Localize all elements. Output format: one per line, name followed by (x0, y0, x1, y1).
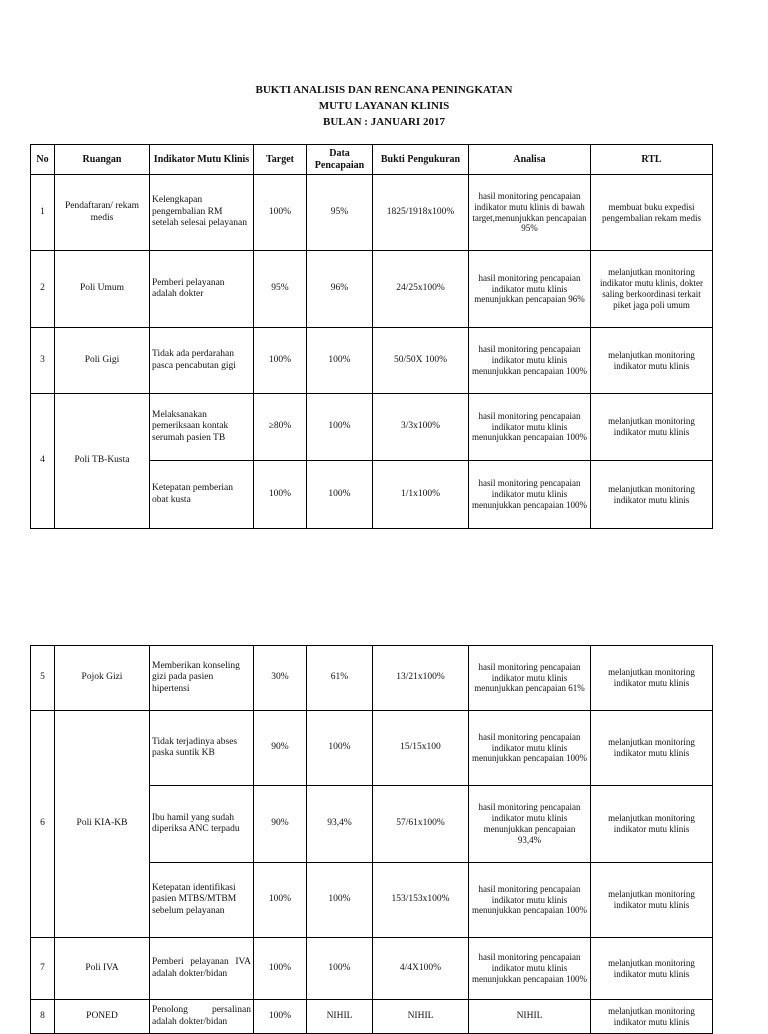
cell-analisa: hasil monitoring pencapaian indikator mutu klinis menunjukkan pencapaian 100% (469, 863, 591, 938)
doc-title-line-3: BULAN : JANUARI 2017 (323, 116, 445, 128)
cell-no: 5 (31, 646, 55, 711)
cell-rtl: melanjutkan monitoring indikator mutu klinis (591, 394, 713, 461)
cell-rtl: melanjutkan monitoring indikator mutu klinis (591, 711, 713, 786)
table-page-2 (30, 645, 713, 1034)
col-header-analisa: Analisa (469, 145, 591, 175)
cell-indikator: Ketepatan pemberian obat kusta (150, 461, 254, 529)
cell-no: 3 (31, 328, 55, 394)
cell-data: 61% (307, 646, 373, 711)
cell-bukti: 1825/1918x100% (373, 175, 469, 251)
cell-data: 100% (307, 328, 373, 394)
cell-target: ≥80% (254, 394, 307, 461)
cell-indikator: Ketepatan identifikasi pasien MTBS/MTBM sebelum pelayanan (150, 863, 254, 938)
col-header-rtl: RTL (591, 145, 713, 175)
cell-rtl: membuat buku expedisi pengembalian rekam medis (591, 175, 713, 251)
cell-no: 6 (31, 711, 55, 938)
col-header-indikator: Indikator Mutu Klinis (150, 145, 254, 175)
col-header-bukti: Bukti Pengukuran (373, 145, 469, 175)
cell-indikator: Ibu hamil yang sudah diperiksa ANC terpadu (150, 786, 254, 863)
cell-ruangan: Poli Umum (55, 251, 150, 328)
cell-rtl: melanjutkan monitoring indikator mutu klinis (591, 863, 713, 938)
cell-data: 100% (307, 461, 373, 529)
cell-bukti: 24/25x100% (373, 251, 469, 328)
cell-indikator: Tidak terjadinya abses paska suntik KB (150, 711, 254, 786)
cell-analisa: hasil monitoring pencapaian indikator mutu klinis di bawah target,menunjukkan pencapaian 95% (469, 175, 591, 251)
cell-analisa: hasil monitoring pencapaian indikator mutu klinis menunjukkan pencapaian 100% (469, 938, 591, 1000)
cell-data: 100% (307, 863, 373, 938)
cell-no: 2 (31, 251, 55, 328)
cell-data: 96% (307, 251, 373, 328)
doc-title-line-2: MUTU LAYANAN KLINIS (318, 100, 450, 112)
cell-target: 100% (254, 1000, 307, 1034)
cell-bukti: 1/1x100% (373, 461, 469, 529)
cell-indikator: Pemberi pelayanan IVA adalah dokter/bidan (150, 938, 254, 1000)
cell-target: 95% (254, 251, 307, 328)
cell-ruangan: Poli KIA-KB (55, 711, 150, 938)
col-header-no: No (31, 145, 55, 175)
cell-rtl: melanjutkan monitoring indikator mutu klinis (591, 1000, 713, 1034)
cell-ruangan: Pojok Gizi (55, 646, 150, 711)
cell-data: 100% (307, 938, 373, 1000)
table-row (31, 1000, 713, 1034)
cell-target: 30% (254, 646, 307, 711)
cell-analisa: hasil monitoring pencapaian indikator mutu klinis menunjukkan pencapaian 100% (469, 328, 591, 394)
table-row (31, 646, 713, 711)
cell-no: 1 (31, 175, 55, 251)
col-header-ruangan: Ruangan (55, 145, 150, 175)
cell-bukti: 13/21x100% (373, 646, 469, 711)
cell-ruangan: Pendaftaran/ rekam medis (55, 175, 150, 251)
cell-ruangan: Poli IVA (55, 938, 150, 1000)
cell-ruangan: Poli TB-Kusta (55, 394, 150, 529)
table-row (31, 328, 713, 394)
cell-bukti: 50/50X 100% (373, 328, 469, 394)
col-header-target: Target (254, 145, 307, 175)
cell-no: 7 (31, 938, 55, 1000)
cell-target: 100% (254, 863, 307, 938)
cell-indikator: Pemberi pelayanan adalah dokter (150, 251, 254, 328)
cell-target: 90% (254, 786, 307, 863)
cell-rtl: melanjutkan monitoring indikator mutu klinis (591, 646, 713, 711)
cell-bukti: 3/3x100% (373, 394, 469, 461)
cell-analisa: hasil monitoring pencapaian indikator mutu klinis menunjukkan pencapaian 61% (469, 646, 591, 711)
cell-bukti: 4/4X100% (373, 938, 469, 1000)
table-header-row (31, 145, 713, 175)
cell-indikator: Memberikan konseling gizi pada pasien hipertensi (150, 646, 254, 711)
cell-no: 8 (31, 1000, 55, 1034)
cell-rtl: melanjutkan monitoring indikator mutu klinis, dokter saling berkoordinasi terkait piket jaga poli umum (591, 251, 713, 328)
cell-rtl: melanjutkan monitoring indikator mutu klinis (591, 938, 713, 1000)
cell-target: 100% (254, 175, 307, 251)
cell-data: NIHIL (307, 1000, 373, 1034)
cell-bukti: 15/15x100 (373, 711, 469, 786)
cell-rtl: melanjutkan monitoring indikator mutu klinis (591, 328, 713, 394)
cell-indikator: Penolong persalinan adalah dokter/bidan (150, 1000, 254, 1034)
cell-target: 90% (254, 711, 307, 786)
cell-no: 4 (31, 394, 55, 529)
cell-target: 100% (254, 461, 307, 529)
cell-analisa: hasil monitoring pencapaian indikator mutu klinis menunjukkan pencapaian 96% (469, 251, 591, 328)
cell-analisa: hasil monitoring pencapaian indikator mutu klinis menunjukkan pencapaian 93,4% (469, 786, 591, 863)
table-row (31, 175, 713, 251)
table-row (31, 394, 713, 461)
doc-title-line-1: BUKTI ANALISIS DAN RENCANA PENINGKATAN (255, 84, 513, 96)
cell-ruangan: Poli Gigi (55, 328, 150, 394)
cell-data: 100% (307, 394, 373, 461)
table-row (31, 711, 713, 786)
cell-target: 100% (254, 938, 307, 1000)
cell-data: 100% (307, 711, 373, 786)
cell-rtl: melanjutkan monitoring indikator mutu klinis (591, 461, 713, 529)
cell-analisa: hasil monitoring pencapaian indikator mutu klinis menunjukkan pencapaian 100% (469, 461, 591, 529)
cell-analisa: hasil monitoring pencapaian indikator mutu klinis menunjukkan pencapaian 100% (469, 394, 591, 461)
cell-analisa: hasil monitoring pencapaian indikator mutu klinis menunjukkan pencapaian 100% (469, 711, 591, 786)
col-header-data: Data Pencapaian (307, 145, 373, 175)
cell-ruangan: PONED (55, 1000, 150, 1034)
cell-bukti: 153/153x100% (373, 863, 469, 938)
cell-indikator: Melaksanakan pemeriksaan kontak serumah pasien TB (150, 394, 254, 461)
cell-data: 95% (307, 175, 373, 251)
table-row (31, 251, 713, 328)
cell-analisa: NIHIL (469, 1000, 591, 1034)
cell-indikator: Kelengkapan pengembalian RM setelah selesai pelayanan (150, 175, 254, 251)
cell-target: 100% (254, 328, 307, 394)
cell-bukti: 57/61x100% (373, 786, 469, 863)
cell-rtl: melanjutkan monitoring indikator mutu klinis (591, 786, 713, 863)
cell-indikator: Tidak ada perdarahan pasca pencabutan gigi (150, 328, 254, 394)
cell-data: 93,4% (307, 786, 373, 863)
table-page-1 (30, 144, 713, 529)
table-row (31, 938, 713, 1000)
cell-bukti: NIHIL (373, 1000, 469, 1034)
